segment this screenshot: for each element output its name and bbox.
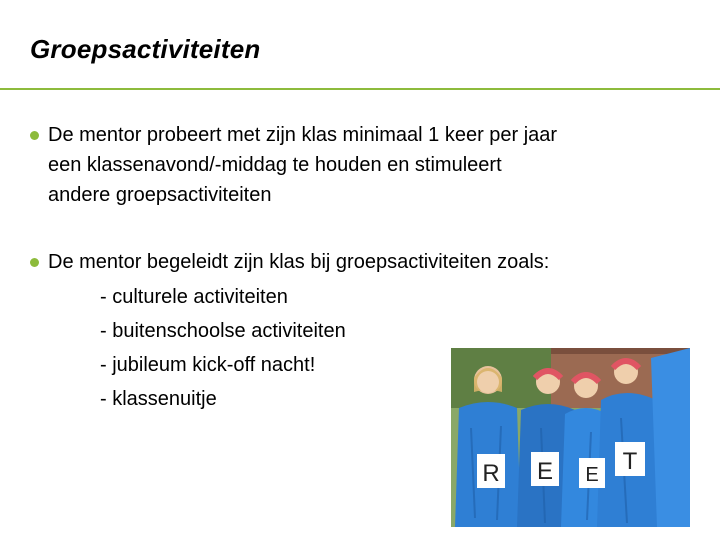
bullet-line: andere groepsactiviteiten: [48, 184, 272, 206]
letter-card-text: R: [482, 460, 500, 487]
bullet-dot-icon: [30, 258, 39, 267]
bullet-line: een klassenavond/-middag te houden en stimuleert: [48, 154, 502, 176]
sub-item: - buitenschoolse activiteiten: [100, 320, 346, 342]
bullet-line: De mentor probeert met zijn klas minimaal 1 keer per jaar: [48, 124, 558, 146]
bullet-text: [48, 120, 557, 210]
bullet-dot-icon: [30, 131, 39, 140]
person-1: [474, 366, 502, 394]
sub-item: - jubileum kick-off nacht!: [100, 354, 316, 376]
photo-illustration: [451, 348, 690, 527]
slide-title: Groepsactiviteiten: [30, 34, 261, 64]
group-photo: [451, 348, 690, 527]
title-underline: [0, 88, 720, 90]
sub-item: - culturele activiteiten: [100, 286, 288, 308]
sub-item: - klassenuitje: [100, 388, 217, 410]
letter-card-text: T: [622, 448, 638, 475]
letter-card-text: E: [536, 458, 554, 485]
bullet-text: De mentor begeleidt zijn klas bij groepsactiviteiten zoals:: [48, 251, 550, 273]
letter-card-text: E: [585, 464, 599, 486]
